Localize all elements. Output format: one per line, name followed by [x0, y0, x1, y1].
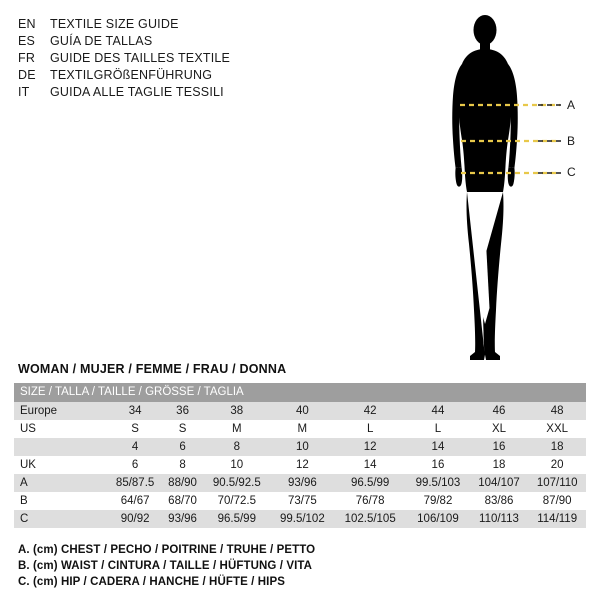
cell: 96.5/99 — [203, 510, 271, 528]
table-row — [14, 438, 586, 456]
table-header-row — [14, 383, 586, 402]
cell: 104/107 — [470, 474, 529, 492]
cell: 14 — [406, 438, 469, 456]
measure-label-c: C — [567, 165, 576, 179]
row-label: A — [14, 474, 108, 492]
row-label: C — [14, 510, 108, 528]
measure-label-b: B — [567, 134, 576, 148]
language-code: FR — [18, 51, 36, 65]
table-row — [14, 402, 586, 420]
cell: 8 — [203, 438, 271, 456]
table-row — [14, 492, 586, 510]
cell: M — [203, 420, 271, 438]
footnote-waist: B. (cm) WAIST / CINTURA / TAILLE / HÜFTUNG / VITA — [18, 560, 313, 572]
cell: 44 — [406, 402, 469, 420]
language-header-block — [18, 16, 348, 101]
cell: 99.5/102 — [271, 510, 334, 528]
row-label — [14, 438, 108, 456]
language-text: GUIDA ALLE TAGLIE TESSILI — [50, 85, 224, 99]
cell: 64/67 — [108, 492, 162, 510]
table-row — [14, 510, 586, 528]
language-text: TEXTILE SIZE GUIDE — [50, 17, 179, 31]
table-row — [14, 456, 586, 474]
language-text: GUÍA DE TALLAS — [50, 34, 153, 48]
language-row — [18, 67, 348, 84]
cell: L — [334, 420, 406, 438]
language-code: EN — [18, 17, 36, 31]
cell: 68/70 — [162, 492, 203, 510]
row-label: US — [14, 420, 108, 438]
cell: 10 — [203, 456, 271, 474]
cell: 93/96 — [271, 474, 334, 492]
cell: 93/96 — [162, 510, 203, 528]
cell: 70/72.5 — [203, 492, 271, 510]
row-label: B — [14, 492, 108, 510]
cell: 8 — [162, 456, 203, 474]
cell: 10 — [271, 438, 334, 456]
cell: 18 — [470, 456, 529, 474]
cell: 6 — [108, 456, 162, 474]
language-code: DE — [18, 68, 36, 82]
cell: 4 — [108, 438, 162, 456]
cell: 106/109 — [406, 510, 469, 528]
cell: 40 — [271, 402, 334, 420]
cell: 48 — [528, 402, 586, 420]
section-heading-woman: WOMAN / MUJER / FEMME / FRAU / DONNA — [18, 362, 287, 376]
cell: 85/87.5 — [108, 474, 162, 492]
cell: 88/90 — [162, 474, 203, 492]
measure-label-a: A — [567, 98, 576, 112]
cell: 110/113 — [470, 510, 529, 528]
footnote-chest: A. (cm) CHEST / PECHO / POITRINE / TRUHE / PETTO — [18, 544, 316, 556]
cell: 83/86 — [470, 492, 529, 510]
cell: 99.5/103 — [406, 474, 469, 492]
cell: 12 — [271, 456, 334, 474]
footnotes-block — [18, 542, 578, 590]
row-label: Europe — [14, 402, 108, 420]
cell: 38 — [203, 402, 271, 420]
cell: XXL — [528, 420, 586, 438]
cell: 16 — [470, 438, 529, 456]
cell: 79/82 — [406, 492, 469, 510]
cell: 20 — [528, 456, 586, 474]
cell: 90.5/92.5 — [203, 474, 271, 492]
cell: 76/78 — [334, 492, 406, 510]
cell: 14 — [334, 456, 406, 474]
language-code: IT — [18, 85, 30, 99]
table-header-label: SIZE / TALLA / TAILLE / GRÖSSE / TAGLIA — [14, 383, 586, 402]
language-row — [18, 50, 348, 67]
language-text: GUIDE DES TAILLES TEXTILE — [50, 51, 231, 65]
cell: L — [406, 420, 469, 438]
language-code: ES — [18, 34, 36, 48]
language-row — [18, 84, 348, 101]
cell: S — [108, 420, 162, 438]
cell: 18 — [528, 438, 586, 456]
cell: 16 — [406, 456, 469, 474]
cell: XL — [470, 420, 529, 438]
language-row — [18, 16, 348, 33]
cell: 90/92 — [108, 510, 162, 528]
cell: 87/90 — [528, 492, 586, 510]
female-body-figure — [420, 8, 590, 370]
cell: 6 — [162, 438, 203, 456]
cell: 36 — [162, 402, 203, 420]
cell: M — [271, 420, 334, 438]
body-silhouette-icon — [420, 8, 590, 370]
cell: 73/75 — [271, 492, 334, 510]
table-row — [14, 420, 586, 438]
cell: 12 — [334, 438, 406, 456]
cell: 34 — [108, 402, 162, 420]
cell: 46 — [470, 402, 529, 420]
cell: 102.5/105 — [334, 510, 406, 528]
table-row — [14, 474, 586, 492]
language-text: TEXTILGRÖßENFÜHRUNG — [50, 68, 213, 82]
cell: 107/110 — [528, 474, 586, 492]
cell: 96.5/99 — [334, 474, 406, 492]
cell: 114/119 — [528, 510, 586, 528]
cell: S — [162, 420, 203, 438]
language-row — [18, 33, 348, 50]
row-label: UK — [14, 456, 108, 474]
footnote-hip: C. (cm) HIP / CADERA / HANCHE / HÜFTE / HIPS — [18, 576, 286, 588]
cell: 42 — [334, 402, 406, 420]
size-table — [14, 383, 586, 528]
